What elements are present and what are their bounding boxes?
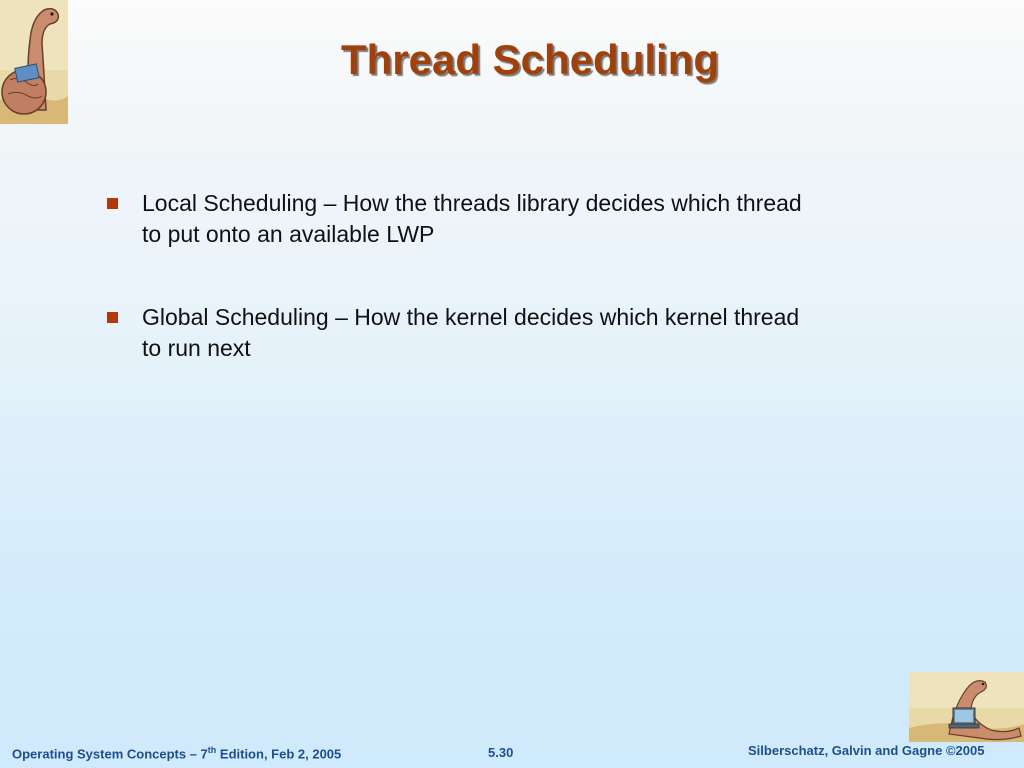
bullet-item <box>104 188 824 250</box>
square-bullet-icon <box>107 312 118 323</box>
bullet-text: Global Scheduling – How the kernel decides which kernel thread to run next <box>142 304 800 361</box>
bullet-text: Local Scheduling – How the threads library decides which thread to put onto an available LWP <box>142 190 802 247</box>
dinosaur-laptop-logo-icon <box>909 672 1024 742</box>
square-bullet-icon <box>107 198 118 209</box>
bullet-item <box>104 302 824 364</box>
bullet-list <box>104 188 824 416</box>
footer-book-edition: Operating System Concepts – 7th Edition, Feb 2, 2005 <box>12 745 342 762</box>
footer-page-number: 5.30 <box>488 745 514 760</box>
slide-title: Thread Scheduling <box>340 36 720 83</box>
footer-copyright: Silberschatz, Galvin and Gagne ©2005 <box>748 743 985 758</box>
